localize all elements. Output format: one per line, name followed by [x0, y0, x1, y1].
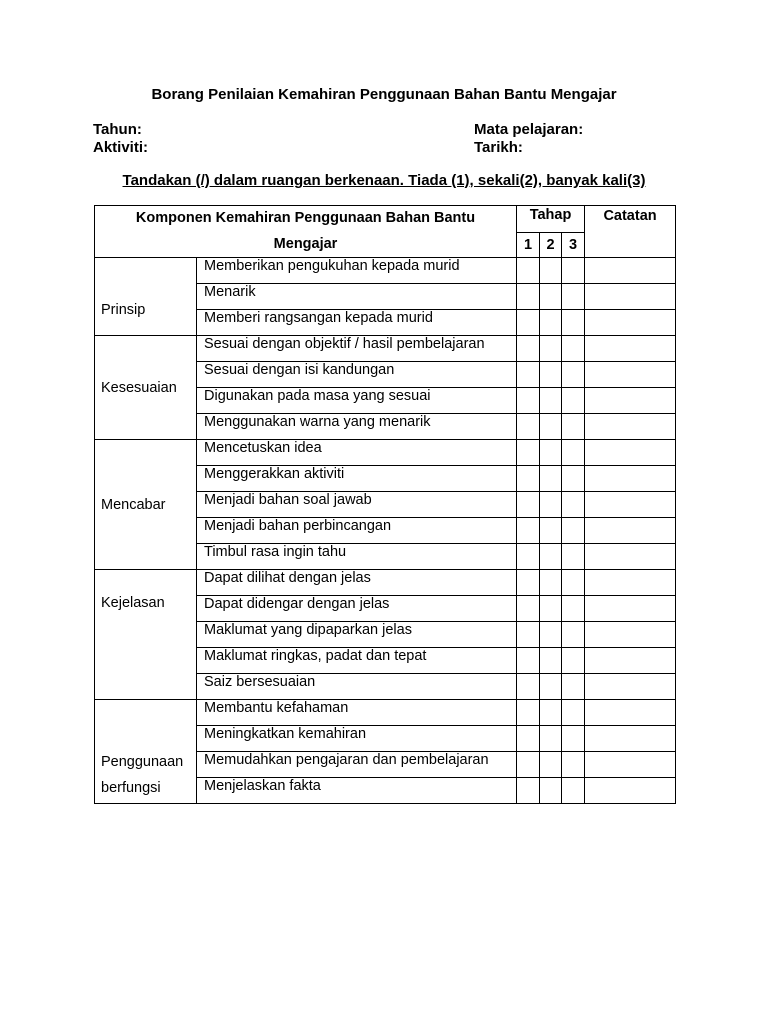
meta-right	[474, 121, 583, 157]
notes-cell[interactable]	[585, 778, 676, 804]
level-2-checkbox[interactable]	[540, 778, 562, 804]
level-1-checkbox[interactable]	[517, 336, 540, 362]
level-3-checkbox[interactable]	[562, 700, 585, 726]
level-2-checkbox[interactable]	[540, 336, 562, 362]
level-2-checkbox[interactable]	[540, 440, 562, 466]
level-1-checkbox[interactable]	[517, 570, 540, 596]
level-2-checkbox[interactable]	[540, 518, 562, 544]
notes-cell[interactable]	[585, 440, 676, 466]
level-3-checkbox[interactable]	[562, 570, 585, 596]
level-3-checkbox[interactable]	[562, 362, 585, 388]
level-2-checkbox[interactable]	[540, 492, 562, 518]
notes-cell[interactable]	[585, 466, 676, 492]
level-3-header: 3	[562, 232, 585, 258]
notes-cell[interactable]	[585, 284, 676, 310]
level-3-checkbox[interactable]	[562, 440, 585, 466]
criterion-item: Timbul rasa ingin tahu	[197, 544, 517, 570]
criterion-item: Memberi rangsangan kepada murid	[197, 310, 517, 336]
level-2-checkbox[interactable]	[540, 674, 562, 700]
category-name-line1: Penggunaan	[101, 754, 184, 770]
notes-cell[interactable]	[585, 492, 676, 518]
criterion-item: Maklumat yang dipaparkan jelas	[197, 622, 517, 648]
level-2-checkbox[interactable]	[540, 388, 562, 414]
criterion-item: Sesuai dengan objektif / hasil pembelajaran	[197, 336, 517, 362]
level-1-checkbox[interactable]	[517, 440, 540, 466]
level-3-checkbox[interactable]	[562, 310, 585, 336]
notes-cell[interactable]	[585, 648, 676, 674]
tarikh-label: Tarikh:	[474, 139, 523, 156]
level-3-checkbox[interactable]	[562, 622, 585, 648]
level-2-checkbox[interactable]	[540, 622, 562, 648]
criterion-item: Saiz bersesuaian	[197, 674, 517, 700]
notes-cell[interactable]	[585, 700, 676, 726]
level-1-checkbox[interactable]	[517, 700, 540, 726]
notes-cell[interactable]	[585, 518, 676, 544]
level-1-checkbox[interactable]	[517, 310, 540, 336]
level-2-checkbox[interactable]	[540, 726, 562, 752]
mata-pelajaran-label: Mata pelajaran:	[474, 121, 584, 138]
level-2-checkbox[interactable]	[540, 284, 562, 310]
criterion-item: Mencetuskan idea	[197, 440, 517, 466]
criterion-item: Menggunakan warna yang menarik	[197, 414, 517, 440]
criterion-item: Meningkatkan kemahiran	[197, 726, 517, 752]
level-1-checkbox[interactable]	[517, 726, 540, 752]
level-3-checkbox[interactable]	[562, 726, 585, 752]
aktiviti-label: Aktiviti:	[93, 139, 149, 156]
category-kesesuaian: Kesesuaian	[95, 336, 197, 440]
level-3-checkbox[interactable]	[562, 492, 585, 518]
level-2-checkbox[interactable]	[540, 544, 562, 570]
level-2-checkbox[interactable]	[540, 362, 562, 388]
criterion-item: Sesuai dengan isi kandungan	[197, 362, 517, 388]
criterion-item: Digunakan pada masa yang sesuai	[197, 388, 517, 414]
level-1-checkbox[interactable]	[517, 778, 540, 804]
category-kejelasan: Kejelasan	[95, 570, 197, 700]
level-2-checkbox[interactable]	[540, 310, 562, 336]
notes-cell[interactable]	[585, 622, 676, 648]
notes-cell[interactable]	[585, 674, 676, 700]
meta-left	[93, 121, 148, 157]
level-1-checkbox[interactable]	[517, 466, 540, 492]
level-2-checkbox[interactable]	[540, 258, 562, 284]
level-2-checkbox[interactable]	[540, 752, 562, 778]
notes-cell[interactable]	[585, 362, 676, 388]
criterion-item: Menjadi bahan soal jawab	[197, 492, 517, 518]
level-3-checkbox[interactable]	[562, 466, 585, 492]
instruction-text: Tandakan (/) dalam ruangan berkenaan. Tiada (1), sekali(2), banyak kali(3)	[122, 172, 646, 189]
notes-cell[interactable]	[585, 310, 676, 336]
level-3-checkbox[interactable]	[562, 778, 585, 804]
level-1-checkbox[interactable]	[517, 388, 540, 414]
notes-cell[interactable]	[585, 596, 676, 622]
notes-cell[interactable]	[585, 414, 676, 440]
level-2-header: 2	[540, 232, 562, 258]
level-3-checkbox[interactable]	[562, 752, 585, 778]
level-1-checkbox[interactable]	[517, 596, 540, 622]
level-3-checkbox[interactable]	[562, 674, 585, 700]
criterion-item: Dapat dilihat dengan jelas	[197, 570, 517, 596]
criterion-item: Menarik	[197, 284, 517, 310]
criterion-item: Menggerakkan aktiviti	[197, 466, 517, 492]
criterion-item: Memberikan pengukuhan kepada murid	[197, 258, 517, 284]
tahun-label: Tahun:	[93, 121, 142, 138]
notes-cell[interactable]	[585, 752, 676, 778]
level-1-checkbox[interactable]	[517, 648, 540, 674]
criterion-item: Dapat didengar dengan jelas	[197, 596, 517, 622]
level-1-checkbox[interactable]	[517, 752, 540, 778]
notes-cell[interactable]	[585, 544, 676, 570]
form-title: Borang Penilaian Kemahiran Penggunaan Bahan Bantu Mengajar	[151, 86, 617, 103]
category-name-line2: berfungsi	[101, 780, 161, 796]
level-1-checkbox[interactable]	[517, 674, 540, 700]
category-penggunaan-berfungsi	[95, 700, 197, 804]
notes-cell[interactable]	[585, 726, 676, 752]
level-3-checkbox[interactable]	[562, 388, 585, 414]
header-component-line2: Mengajar	[273, 236, 338, 252]
level-3-checkbox[interactable]	[562, 518, 585, 544]
level-3-checkbox[interactable]	[562, 258, 585, 284]
notes-cell[interactable]	[585, 388, 676, 414]
category-prinsip: Prinsip	[95, 258, 197, 336]
criterion-item: Menjadi bahan perbincangan	[197, 518, 517, 544]
level-2-checkbox[interactable]	[540, 596, 562, 622]
level-1-checkbox[interactable]	[517, 362, 540, 388]
header-tahap: Tahap	[517, 206, 585, 233]
criterion-item: Menjelaskan fakta	[197, 778, 517, 804]
notes-cell[interactable]	[585, 258, 676, 284]
level-2-checkbox[interactable]	[540, 700, 562, 726]
level-3-checkbox[interactable]	[562, 414, 585, 440]
notes-cell[interactable]	[585, 336, 676, 362]
level-3-checkbox[interactable]	[562, 336, 585, 362]
criterion-item: Memudahkan pengajaran dan pembelajaran	[197, 752, 517, 778]
header-component	[95, 206, 517, 258]
level-1-checkbox[interactable]	[517, 284, 540, 310]
criterion-item: Maklumat ringkas, padat dan tepat	[197, 648, 517, 674]
level-1-checkbox[interactable]	[517, 622, 540, 648]
level-1-checkbox[interactable]	[517, 414, 540, 440]
level-3-checkbox[interactable]	[562, 596, 585, 622]
level-1-checkbox[interactable]	[517, 518, 540, 544]
level-3-checkbox[interactable]	[562, 284, 585, 310]
header-catatan-label: Catatan	[603, 208, 657, 224]
criterion-item: Membantu kefahaman	[197, 700, 517, 726]
header-component-line1: Komponen Kemahiran Penggunaan Bahan Bantu	[135, 210, 476, 226]
level-1-checkbox[interactable]	[517, 258, 540, 284]
category-mencabar: Mencabar	[95, 440, 197, 570]
level-2-checkbox[interactable]	[540, 648, 562, 674]
assessment-table	[94, 205, 676, 804]
header-catatan	[585, 206, 676, 258]
level-2-checkbox[interactable]	[540, 466, 562, 492]
level-1-header: 1	[517, 232, 540, 258]
level-1-checkbox[interactable]	[517, 492, 540, 518]
level-3-checkbox[interactable]	[562, 544, 585, 570]
notes-cell[interactable]	[585, 570, 676, 596]
level-3-checkbox[interactable]	[562, 648, 585, 674]
level-2-checkbox[interactable]	[540, 570, 562, 596]
level-2-checkbox[interactable]	[540, 414, 562, 440]
level-1-checkbox[interactable]	[517, 544, 540, 570]
